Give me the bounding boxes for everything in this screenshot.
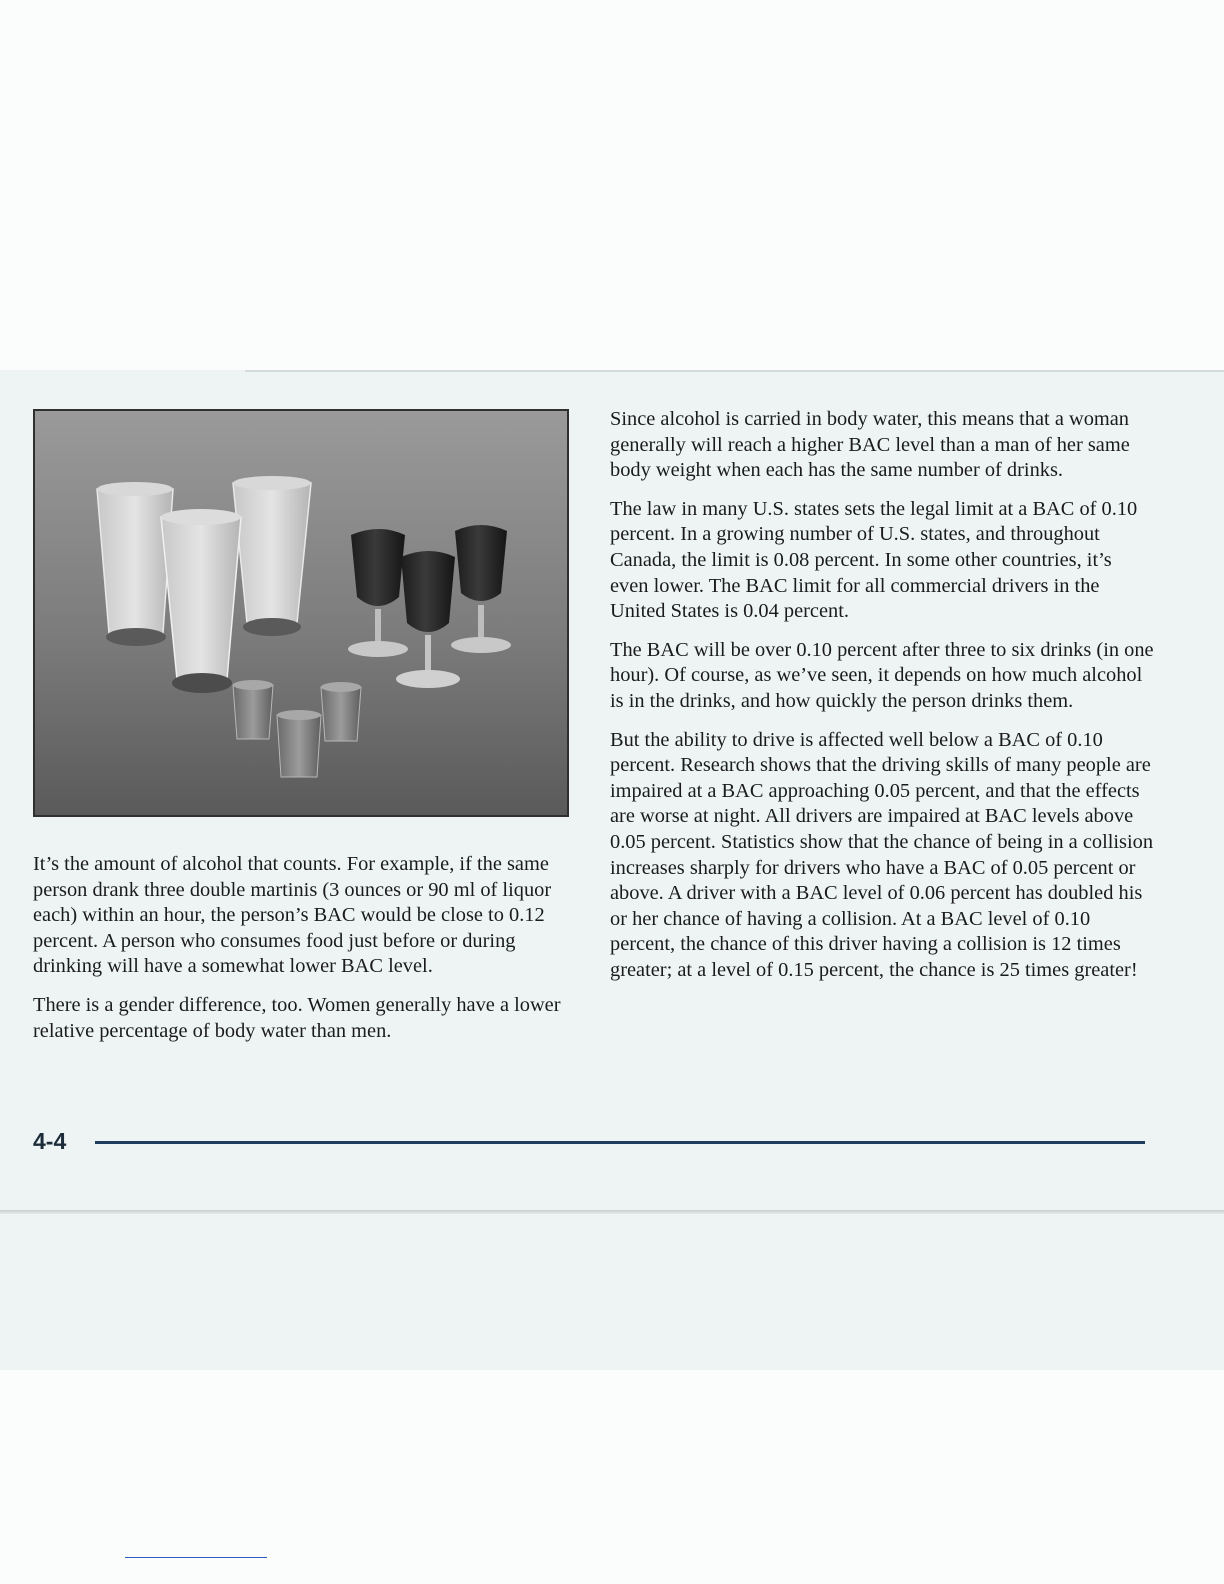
paragraph-bac-drinks: The BAC will be over 0.10 percent after three to six drinks (in one hour). Of course, as we’ve seen, it depends on how much alcohol is in the drinks, and how quickly the person drinks them. <box>610 638 1154 712</box>
footer-rule <box>95 1141 1145 1144</box>
band-bottom-edge <box>0 1210 1224 1214</box>
bottom-link-stub <box>125 1557 267 1558</box>
paragraph-gender-difference: There is a gender difference, too. Women generally have a lower relative percentage of body water than men. <box>33 993 561 1042</box>
alcoholic-drinks-photo-icon <box>35 411 567 815</box>
paragraph-driving-ability: But the ability to drive is affected well below a BAC of 0.10 percent. Research shows that the driving skills of many people are impaired at a BAC approaching 0.05 percent, and that the effects are worse at night. All drivers are impaired at BAC levels above 0.05 percent. Statistics show that the chance of being in a collision increases sharply for drivers who have a BAC of 0.05 percent or above. A driver with a BAC level of 0.06 percent has doubled his or her chance of having a collision. At a BAC level of 0.10 percent, the chance of this driver having a collision is 12 times greater; at a level of 0.15 percent, the chance is 25 times greater! <box>610 728 1154 981</box>
right-text-column <box>610 407 1155 996</box>
paragraph-legal-limit: The law in many U.S. states sets the legal limit at a BAC of 0.10 percent. In a growing number of U.S. states, and throughout Canada, the limit is 0.08 percent. In some other countries, it’s even lower. The BAC limit for all commercial drivers in the United States is 0.04 percent. <box>610 497 1138 623</box>
page-number: 4-4 <box>33 1128 67 1154</box>
band-top-edge <box>245 370 1224 372</box>
alcoholic-drinks-photo <box>33 409 569 817</box>
left-text-column <box>33 852 578 1057</box>
paragraph-amount-counts: It’s the amount of alcohol that counts. For example, if the same person drank three double martinis (3 ounces or 90 ml of liquor each) within an hour, the person’s BAC would be close to 0.12 percent. A person who consumes food just before or during drinking will have a somewhat lower BAC level. <box>33 853 552 978</box>
paragraph-body-water: Since alcohol is carried in body water, this means that a woman generally will reach a higher BAC level than a man of her same body weight when each has the same number of drinks. <box>610 408 1130 482</box>
